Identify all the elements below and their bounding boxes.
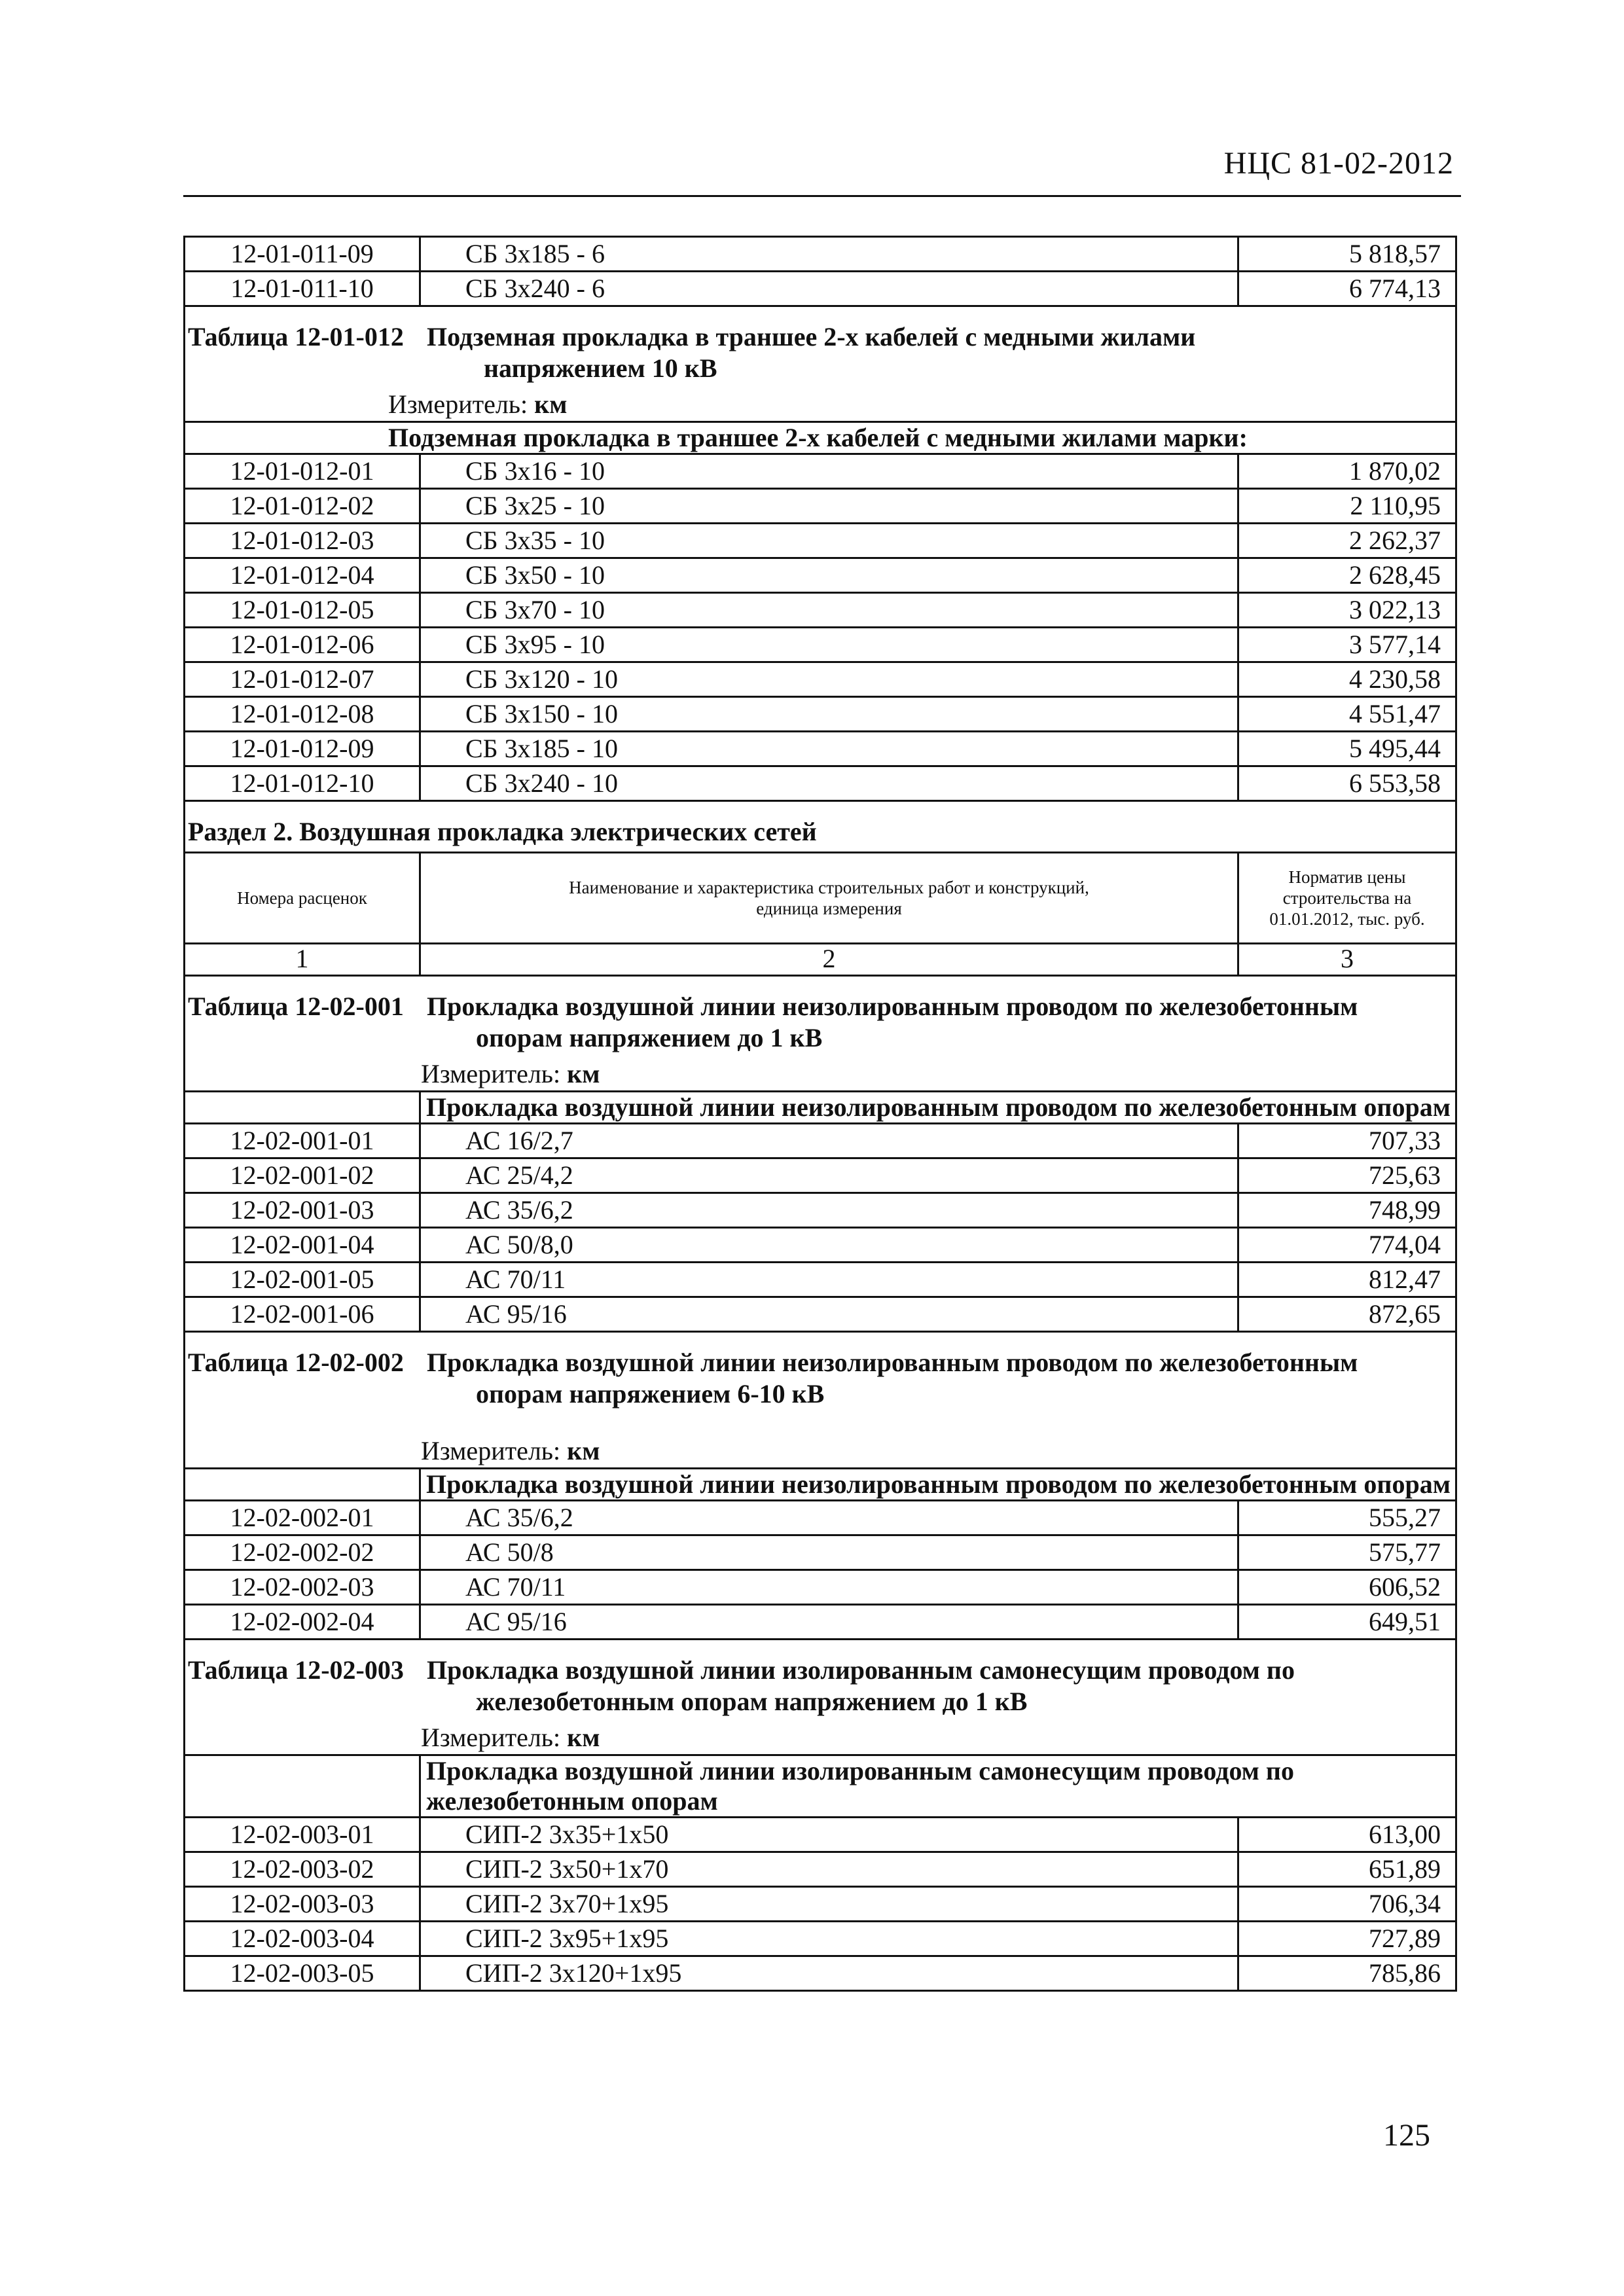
table-title-text: Прокладка воздушной линии неизолированным проводом по железобетонным xyxy=(427,992,1358,1021)
price-value: 5 495,44 xyxy=(1349,734,1441,763)
work-name: АС 50/8 xyxy=(421,1536,1239,1569)
measure-unit xyxy=(185,1059,1455,1092)
work-name: СБ 3х185 - 10 xyxy=(421,732,1239,765)
price-value: 1 870,02 xyxy=(1349,456,1441,486)
table-title xyxy=(185,1640,1455,1723)
table-row xyxy=(185,524,1455,559)
group-heading-spacer xyxy=(185,1469,421,1499)
price-value: 2 110,95 xyxy=(1350,491,1441,520)
work-name: СИП-2 3х95+1х95 xyxy=(421,1922,1239,1955)
price-value: 872,65 xyxy=(1369,1299,1441,1329)
group-heading-spacer xyxy=(185,1092,421,1122)
col-number-3: 3 xyxy=(1341,944,1354,973)
rate-code: 12-02-001-01 xyxy=(185,1124,421,1157)
col-header-name: Наименование и характеристика строительных работ и конструкций, единица измерения xyxy=(421,853,1239,942)
rate-code: 12-02-003-01 xyxy=(185,1818,421,1851)
work-name: СИП-2 3х70+1х95 xyxy=(421,1888,1239,1920)
group-heading-text: Прокладка воздушной линии изолированным самонесущим проводом по железобетонным опорам xyxy=(426,1756,1294,1816)
rate-code: 12-02-002-04 xyxy=(185,1605,421,1638)
price-value: 6 553,58 xyxy=(1349,768,1441,798)
table-0 xyxy=(185,977,1455,1333)
work-name: АС 50/8,0 xyxy=(421,1229,1239,1261)
table-row xyxy=(185,628,1455,663)
work-name: СБ 3х95 - 10 xyxy=(421,628,1239,661)
measure-value: км xyxy=(567,1059,600,1088)
price-value: 4 230,58 xyxy=(1349,664,1441,694)
price-value: 774,04 xyxy=(1369,1230,1441,1259)
price-value: 706,34 xyxy=(1369,1889,1441,1918)
work-name: АС 95/16 xyxy=(421,1605,1239,1638)
table-row xyxy=(185,698,1455,732)
price-value: 575,77 xyxy=(1369,1537,1441,1567)
table-row xyxy=(185,559,1455,594)
work-name: СБ 3х16 - 10 xyxy=(421,455,1239,488)
work-name: АС 95/16 xyxy=(421,1298,1239,1331)
table-row xyxy=(185,1957,1455,1990)
group-heading: Подземная прокладка в траншее 2-х кабелей с медными жилами марки: xyxy=(185,423,1455,455)
rate-code: 12-01-012-05 xyxy=(185,594,421,626)
work-name: СИП-2 3х50+1х70 xyxy=(421,1853,1239,1886)
table-row xyxy=(185,490,1455,524)
table-row xyxy=(185,238,1455,272)
table-row xyxy=(185,1888,1455,1922)
section-title: Раздел 2. Воздушная прокладка электрических сетей xyxy=(185,802,1455,853)
price-table xyxy=(183,236,1457,1992)
work-name: СБ 3х185 - 6 xyxy=(421,238,1239,270)
table-row xyxy=(185,1159,1455,1194)
table-id: Таблица 12-02-001 xyxy=(188,992,404,1021)
measure-value: км xyxy=(567,1436,600,1465)
table-block-12-01-011 xyxy=(185,238,1455,307)
work-name: СБ 3х150 - 10 xyxy=(421,698,1239,730)
work-name: АС 25/4,2 xyxy=(421,1159,1239,1192)
rate-code: 12-01-012-01 xyxy=(185,455,421,488)
work-name: СБ 3х240 - 6 xyxy=(421,272,1239,305)
group-heading xyxy=(185,1756,1455,1818)
work-name: СБ 3х35 - 10 xyxy=(421,524,1239,557)
measure-unit xyxy=(185,1436,1455,1469)
table-12-01-012 xyxy=(185,307,1455,802)
rate-code: 12-02-001-02 xyxy=(185,1159,421,1192)
price-value: 651,89 xyxy=(1369,1854,1441,1884)
work-name: АС 35/6,2 xyxy=(421,1194,1239,1227)
table-title-text: Прокладка воздушной линии неизолированным проводом по железобетонным xyxy=(427,1348,1358,1377)
table-title-cont: опорам напряжением до 1 кВ xyxy=(476,1023,823,1052)
group-heading-spacer xyxy=(185,1756,421,1816)
group-heading-text: Прокладка воздушной линии неизолированным проводом по железобетонным опорам xyxy=(426,1092,1451,1122)
rate-code: 12-02-003-03 xyxy=(185,1888,421,1920)
table-2 xyxy=(185,1640,1455,1990)
table-row xyxy=(185,1194,1455,1229)
price-value: 2 628,45 xyxy=(1349,560,1441,590)
table-row xyxy=(185,1298,1455,1333)
page-number: 125 xyxy=(1383,2118,1430,2153)
work-name: СБ 3х240 - 10 xyxy=(421,767,1239,800)
document-code: НЦС 81-02-2012 xyxy=(1223,146,1454,181)
table-title-text: Подземная прокладка в траншее 2-х кабелей с медными жилами xyxy=(427,322,1196,351)
measure-value: км xyxy=(567,1723,600,1752)
table-row xyxy=(185,1818,1455,1853)
table-row xyxy=(185,1501,1455,1536)
col-header-price: Норматив цены строительства на 01.01.2012, тыс. руб. xyxy=(1269,867,1425,929)
table-title xyxy=(185,977,1455,1059)
table-title-cont: напряжением 10 кВ xyxy=(484,353,717,383)
group-heading xyxy=(185,1092,1455,1124)
table-title-cont: опорам напряжением 6-10 кВ xyxy=(476,1379,825,1408)
table-row xyxy=(185,1124,1455,1159)
table-id: Таблица 12-01-012 xyxy=(188,322,404,351)
price-value: 555,27 xyxy=(1369,1503,1441,1532)
column-numbers xyxy=(185,944,1455,977)
table-row xyxy=(185,1605,1455,1640)
table-row xyxy=(185,732,1455,767)
rate-code: 12-01-012-02 xyxy=(185,490,421,522)
work-name: АС 16/2,7 xyxy=(421,1124,1239,1157)
measure-unit xyxy=(185,389,1455,423)
rate-code: 12-01-011-09 xyxy=(185,238,421,270)
table-1 xyxy=(185,1333,1455,1640)
rate-code: 12-01-012-09 xyxy=(185,732,421,765)
price-value: 4 551,47 xyxy=(1349,699,1441,728)
work-name: АС 35/6,2 xyxy=(421,1501,1239,1534)
table-title xyxy=(185,307,1455,389)
rate-code: 12-02-003-04 xyxy=(185,1922,421,1955)
price-value: 748,99 xyxy=(1369,1195,1441,1225)
table-id: Таблица 12-02-002 xyxy=(188,1348,404,1377)
table-row xyxy=(185,1571,1455,1605)
table-row xyxy=(185,1853,1455,1888)
rate-code: 12-01-012-04 xyxy=(185,559,421,592)
work-name: СБ 3х70 - 10 xyxy=(421,594,1239,626)
work-name: СБ 3х50 - 10 xyxy=(421,559,1239,592)
rate-code: 12-01-012-06 xyxy=(185,628,421,661)
price-value: 785,86 xyxy=(1369,1958,1441,1988)
price-value: 2 262,37 xyxy=(1349,526,1441,555)
measure-value: км xyxy=(534,389,568,419)
table-row xyxy=(185,272,1455,307)
table-row xyxy=(185,1263,1455,1298)
table-row xyxy=(185,1922,1455,1957)
table-row xyxy=(185,663,1455,698)
col-header-codes: Номера расценок xyxy=(185,853,421,942)
rate-code: 12-02-002-01 xyxy=(185,1501,421,1534)
rate-code: 12-02-001-04 xyxy=(185,1229,421,1261)
header-rule xyxy=(183,195,1461,197)
rate-code: 12-01-012-10 xyxy=(185,767,421,800)
measure-label: Измеритель: xyxy=(421,1059,568,1088)
table-title-cont: железобетонным опорам напряжением до 1 кВ xyxy=(476,1687,1028,1716)
work-name: СИП-2 3х120+1х95 xyxy=(421,1957,1239,1990)
measure-label: Измеритель: xyxy=(421,1723,568,1752)
price-value: 606,52 xyxy=(1369,1572,1441,1602)
measure-unit xyxy=(185,1723,1455,1756)
rows-12-01-012 xyxy=(185,455,1455,802)
column-headers xyxy=(185,853,1455,944)
table-row xyxy=(185,1536,1455,1571)
work-name: АС 70/11 xyxy=(421,1263,1239,1296)
rate-code: 12-02-003-02 xyxy=(185,1853,421,1886)
table-title-text: Прокладка воздушной линии изолированным самонесущим проводом по xyxy=(427,1655,1295,1685)
price-value: 3 022,13 xyxy=(1349,595,1441,624)
table-id: Таблица 12-02-003 xyxy=(188,1655,404,1685)
work-name: СИП-2 3х35+1х50 xyxy=(421,1818,1239,1851)
price-value: 812,47 xyxy=(1369,1265,1441,1294)
measure-label: Измеритель: xyxy=(421,1436,568,1465)
section-2-tables xyxy=(185,977,1455,1990)
price-value: 5 818,57 xyxy=(1349,239,1441,268)
price-value: 3 577,14 xyxy=(1349,630,1441,659)
work-name: АС 70/11 xyxy=(421,1571,1239,1604)
price-value: 725,63 xyxy=(1369,1160,1441,1190)
rate-code: 12-01-012-08 xyxy=(185,698,421,730)
rate-code: 12-02-003-05 xyxy=(185,1957,421,1990)
work-name: СБ 3х25 - 10 xyxy=(421,490,1239,522)
table-title xyxy=(185,1333,1455,1436)
price-value: 727,89 xyxy=(1369,1924,1441,1953)
work-name: СБ 3х120 - 10 xyxy=(421,663,1239,696)
group-heading-text: Прокладка воздушной линии неизолированным проводом по железобетонным опорам xyxy=(426,1469,1451,1499)
table-row xyxy=(185,767,1455,802)
rate-code: 12-02-002-03 xyxy=(185,1571,421,1604)
price-value: 707,33 xyxy=(1369,1126,1441,1155)
table-row xyxy=(185,455,1455,490)
col-number-1: 1 xyxy=(185,944,421,975)
rate-code: 12-01-012-03 xyxy=(185,524,421,557)
rate-code: 12-02-001-03 xyxy=(185,1194,421,1227)
price-value: 6 774,13 xyxy=(1349,274,1441,303)
measure-label: Измеритель: xyxy=(388,389,535,419)
price-value: 613,00 xyxy=(1369,1820,1441,1849)
rate-code: 12-02-001-06 xyxy=(185,1298,421,1331)
rate-code: 12-01-012-07 xyxy=(185,663,421,696)
table-row xyxy=(185,1229,1455,1263)
group-heading xyxy=(185,1469,1455,1501)
rate-code: 12-01-011-10 xyxy=(185,272,421,305)
col-number-2: 2 xyxy=(421,944,1239,975)
table-row xyxy=(185,594,1455,628)
rate-code: 12-02-001-05 xyxy=(185,1263,421,1296)
price-value: 649,51 xyxy=(1369,1607,1441,1636)
rate-code: 12-02-002-02 xyxy=(185,1536,421,1569)
